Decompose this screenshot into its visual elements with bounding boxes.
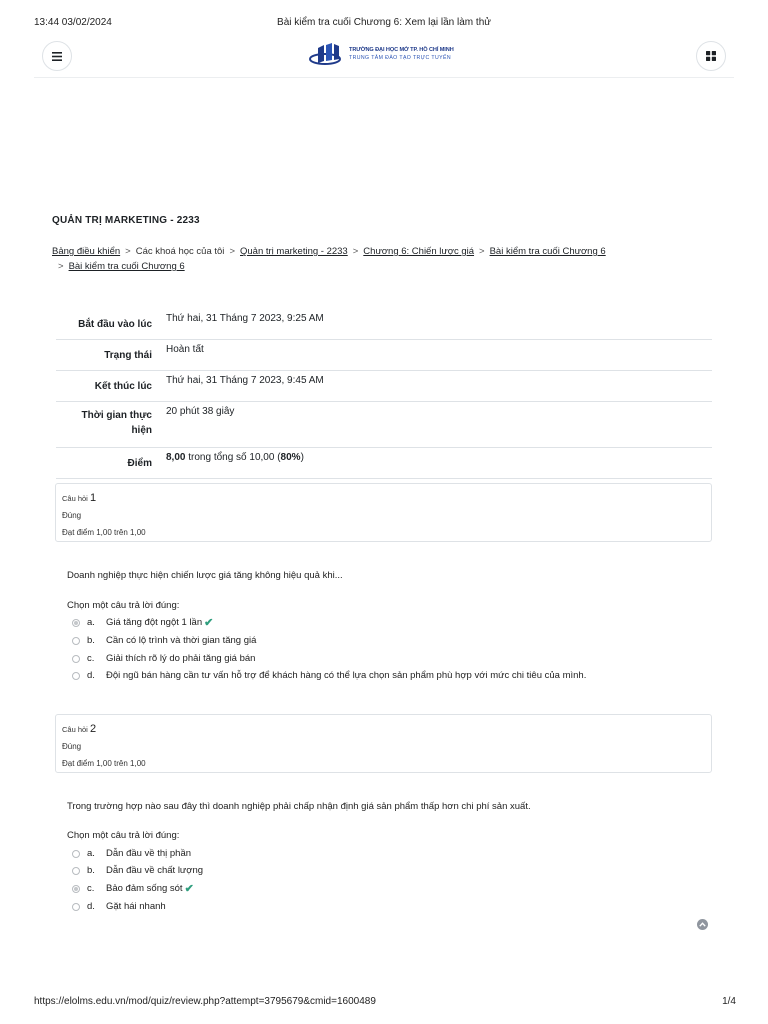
question-number-value: 2 [89,723,97,735]
logo-emblem-icon [309,42,347,68]
option-text: Gặt hái nhanh [106,901,166,912]
hamburger-icon [52,52,62,61]
answer-option [72,632,256,649]
summary-label-part: Thời gian thực [81,410,152,421]
answer-option [72,614,213,631]
summary-label: Điểm [56,448,166,479]
radio-unselected [72,655,80,663]
option-text: Giá tăng đột ngột 1 lần [106,617,203,628]
option-text: Dẫn đầu về thị phần [106,848,192,859]
correct-check-icon: ✔ [204,617,214,629]
breadcrumb-separator: > [125,246,131,257]
summary-row-start [56,309,712,340]
breadcrumb-my-courses: Các khoá học của tôi [135,246,225,257]
summary-row-grade [56,448,712,479]
option-letter: d. [87,901,95,912]
breadcrumb-separator: > [58,261,64,272]
option-letter: a. [87,617,95,628]
option-letter: c. [87,883,95,894]
option-letter: d. [87,670,95,681]
grade-close: ) [300,452,304,463]
breadcrumb [52,244,732,274]
breadcrumb-separator: > [229,246,235,257]
question-info-box [55,714,712,773]
grade-score: 8,00 [166,452,186,463]
radio-unselected [72,672,80,680]
course-title: QUẢN TRỊ MARKETING - 2233 [52,215,200,226]
radio-selected [72,885,80,893]
summary-row-state [56,340,712,371]
chevron-up-icon [699,922,706,927]
option-letter: b. [87,865,95,876]
logo-line-2: TRUNG TÂM ĐÀO TẠO TRỰC TUYẾN [349,55,452,61]
option-letter: b. [87,635,95,646]
question-info-box [55,483,712,542]
breadcrumb-quiz[interactable]: Bài kiểm tra cuối Chương 6 [489,246,606,257]
site-logo[interactable] [309,42,469,68]
question-number [62,721,705,738]
answer-option [72,880,194,897]
nav-drawer-button[interactable] [42,41,72,71]
radio-unselected [72,903,80,911]
print-datetime: 13:44 03/02/2024 [34,17,112,28]
answer-prompt: Chọn một câu trả lời đúng: [67,830,180,841]
block-drawer-button[interactable] [696,41,726,71]
radio-unselected [72,867,80,875]
option-text: Bảo đảm sống sót [106,883,183,894]
question-number [62,490,705,507]
question-number-value: 1 [89,492,97,504]
question-mark: Đạt điểm 1,00 trên 1,00 [62,759,146,768]
radio-unselected [72,850,80,858]
attempt-summary-table [56,309,712,479]
navbar-divider [34,77,734,78]
option-letter: c. [87,653,95,664]
radio-unselected [72,637,80,645]
question-state: Đúng [62,742,82,751]
print-url: https://elolms.edu.vn/mod/quiz/review.php?attempt=3795679&cmid=1600489 [34,996,376,1007]
answer-option [72,650,255,667]
summary-value: Thứ hai, 31 Tháng 7 2023, 9:25 AM [166,309,712,340]
breadcrumb-dashboard[interactable]: Bảng điều khiển [52,246,121,257]
breadcrumb-separator: > [479,246,485,257]
grid-icon [706,51,716,61]
radio-selected [72,619,80,627]
breadcrumb-section[interactable]: Chương 6: Chiến lược giá [363,246,475,257]
breadcrumb-quiz-current[interactable]: Bài kiểm tra cuối Chương 6 [68,261,185,272]
answer-option [72,845,191,862]
summary-value: 20 phút 38 giây [166,402,712,448]
answer-option [72,667,586,684]
summary-row-duration [56,402,712,448]
print-page-title: Bài kiểm tra cuối Chương 6: Xem lại lần làm thử [277,17,491,28]
summary-label: Bắt đầu vào lúc [56,309,166,340]
answer-option [72,862,203,879]
breadcrumb-separator: > [352,246,359,257]
question-number-label: Câu hỏi [62,494,88,503]
question-number-label: Câu hỏi [62,725,88,734]
option-text: Giải thích rõ lý do phải tăng giá bán [106,653,256,664]
grade-total: trong tổng số 10,00 ( [185,452,281,463]
option-text: Cần có lộ trình và thời gian tăng giá [106,635,257,646]
question-text: Doanh nghiệp thực hiện chiến lược giá tăng không hiệu quả khi... [67,570,343,581]
grade-percent: 80% [280,452,301,463]
option-text: Đội ngũ bán hàng cần tư vấn hỗ trợ để khách hàng có thể lựa chọn sản phẩm phù hợp với mức chi tiêu của mình. [106,670,587,681]
summary-value: Hoàn tất [166,340,712,371]
summary-value: Thứ hai, 31 Tháng 7 2023, 9:45 AM [166,371,712,402]
back-to-top-button[interactable] [697,919,708,930]
correct-check-icon: ✔ [184,883,194,895]
question-state: Đúng [62,511,82,520]
summary-label: Kết thúc lúc [56,371,166,402]
question-text: Trong trường hợp nào sau đây thì doanh nghiệp phải chấp nhận định giá sản phẩm thấp hơn chi phí sản xuất. [67,801,531,812]
summary-value [166,448,712,479]
logo-line-1: TRƯỜNG ĐẠI HỌC MỞ TP. HỒ CHÍ MINH [349,47,454,53]
summary-label-part: hiện [131,425,152,436]
print-page-number: 1/4 [722,996,736,1007]
option-letter: a. [87,848,95,859]
answer-option [72,898,166,915]
summary-row-end [56,371,712,402]
option-text: Dẫn đầu về chất lượng [106,865,204,876]
summary-label [56,402,166,448]
answer-prompt: Chọn một câu trả lời đúng: [67,600,180,611]
breadcrumb-course[interactable]: Quản trị marketing - 2233 [240,246,348,257]
question-mark: Đạt điểm 1,00 trên 1,00 [62,528,146,537]
summary-label: Trạng thái [56,340,166,371]
